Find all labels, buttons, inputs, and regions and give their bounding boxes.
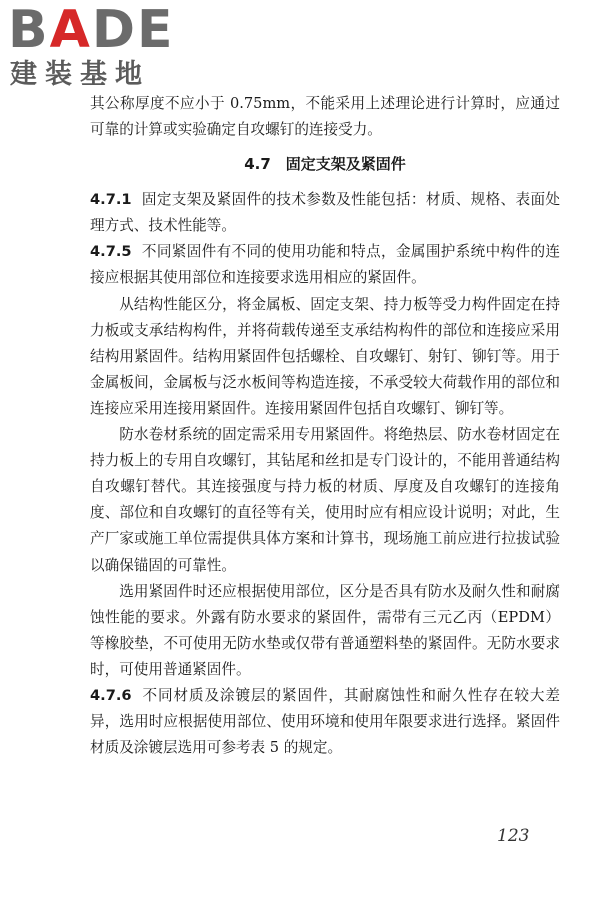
structural-fastener-paragraph: 从结构性能区分，将金属板、固定支架、持力板等受力构件固定在持力板或支承结构构件，并将荷载传递至支承结构构件的部位和连接应采用结构用紧固件。结构用紧固件包括螺栓、自攻螺钉、射钉、铆钉等。用于金属板间，金属板与泛水板间等构造连接，不承受较大荷载作用的部位和连接应采用连接用紧固件。连接用紧固件包括自攻螺钉、铆钉等。 [90, 295, 560, 417]
page-number: 123 [497, 826, 530, 846]
clause-number: 4.7.5 [90, 243, 132, 261]
clause-text: 固定支架及紧固件的技术参数及性能包括：材质、规格、表面处理方式、技术性能等。 [90, 191, 560, 235]
section-title: 4.7 固定支架及紧固件 [244, 155, 406, 174]
logo-letters-de: DE [91, 0, 175, 60]
bade-logo [8, 0, 178, 90]
waterproof-fastener-paragraph: 防水卷材系统的固定需采用专用紧固件。将绝热层、防水卷材固定在持力板上的专用自攻螺钉，其钻尾和丝扣是专门设计的，不能用普通结构自攻螺钉替代。其连接强度与持力板的材质、厚度及自攻螺钉的连接角度、部位和自攻螺钉的直径等有关，使用时应有相应设计说明；对此，生产厂家或施工单位需提供具体方案和计算书，现场施工前应进行拉拔试验以确保锚固的可靠性。 [90, 426, 560, 574]
clause-number: 4.7.6 [90, 686, 132, 704]
fastener-selection-paragraph: 选用紧固件时还应根据使用部位，区分是否具有防水及耐久性和耐腐蚀性能的要求。外露有防水要求的紧固件，需带有三元乙丙（EPDM）等橡胶垫，不可使用无防水垫或仅带有普通塑料垫的紧固件。无防水要求时，可使用普通紧固件。 [90, 582, 560, 678]
logo-letter-b: B [8, 0, 50, 60]
logo-letter-a: A [49, 0, 92, 60]
clause-number: 4.7.1 [90, 191, 132, 209]
document-body [90, 91, 560, 761]
logo-wordmark [8, 0, 175, 60]
clause-4-7-6 [90, 683, 560, 761]
clause-4-7-5 [90, 239, 560, 291]
clause-4-7-1 [90, 187, 560, 239]
clause-text: 不同紧固件有不同的使用功能和特点，金属围护系统中构件的连接应根据其使用部位和连接要求选用相应的紧固件。 [90, 243, 560, 287]
clause-text: 不同材质及涂镀层的紧固件，其耐腐蚀性和耐久性存在较大差异，选用时应根据使用部位、使用环境和使用年限要求进行选择。紧固件材质及涂镀层选用可参考表 5 的规定。 [90, 686, 560, 757]
continuation-paragraph: 其公称厚度不应小于 0.75mm，不能采用上述理论进行计算时，应通过可靠的计算或实验确定自攻螺钉的连接受力。 [90, 95, 560, 139]
logo-subtitle: 建装基地 [10, 59, 150, 90]
